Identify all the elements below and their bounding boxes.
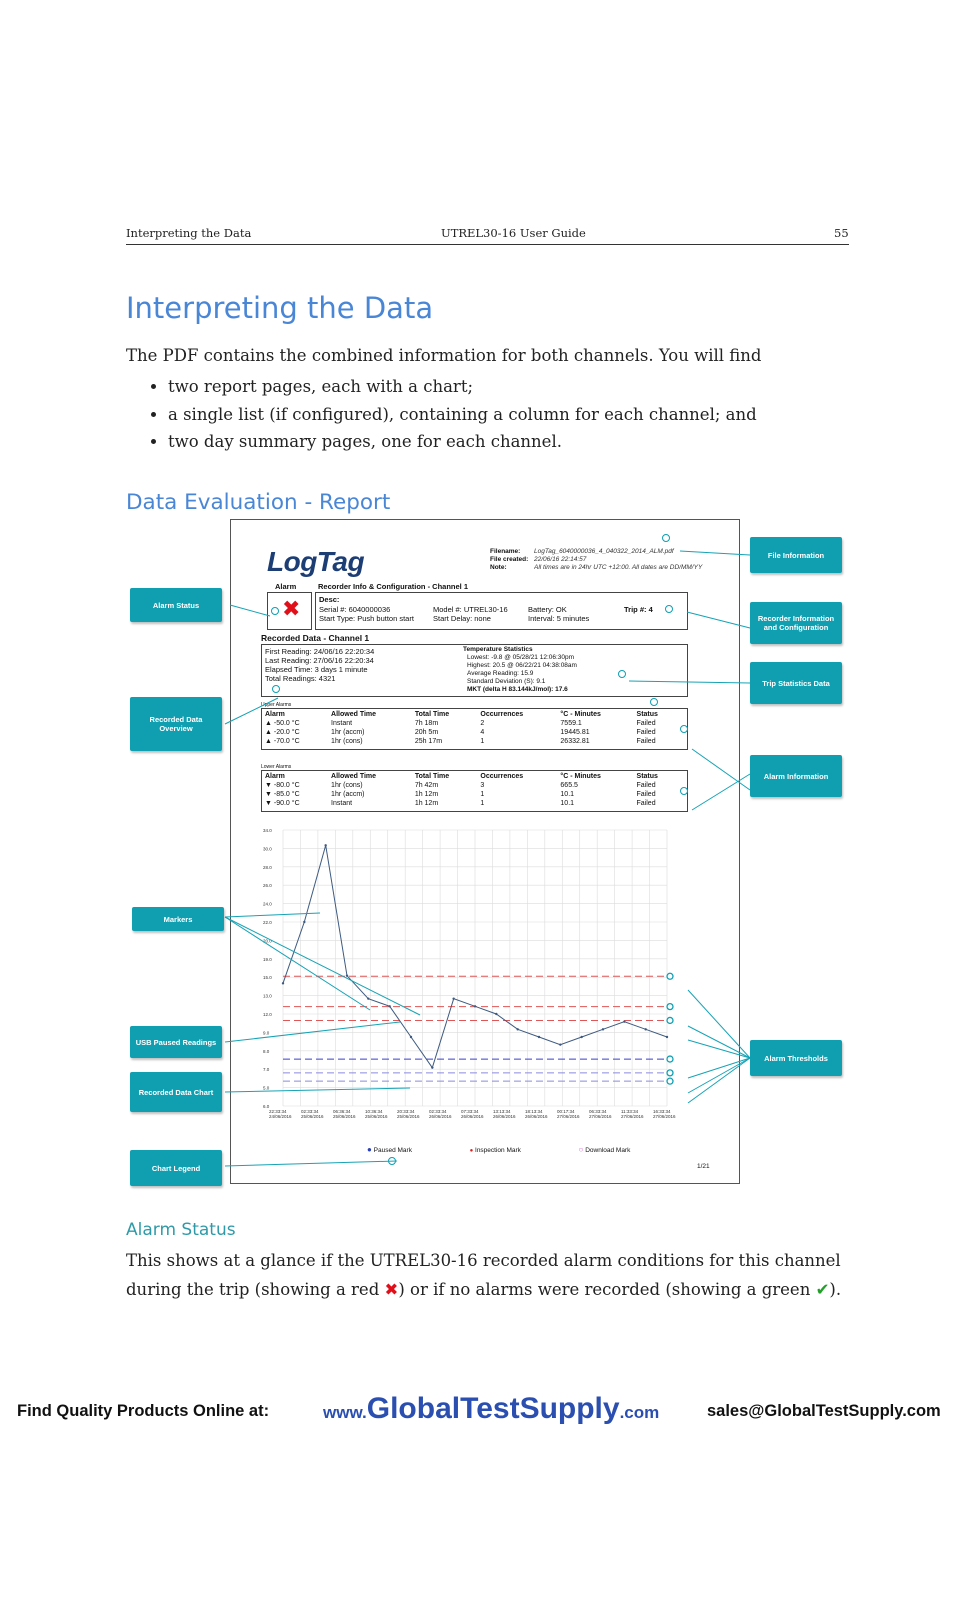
table-cell: 10.1 — [560, 791, 575, 798]
y-tick-label: 9.0 — [263, 1030, 270, 1036]
x-tick-label: 06:36:34 — [333, 1109, 351, 1114]
table-cell: 25h 17m — [414, 738, 443, 745]
table-cell: Failed — [636, 782, 656, 789]
y-tick-label: 26.0 — [263, 883, 272, 889]
marker-ring — [662, 534, 670, 542]
alarm-status-text-line1: This shows at a glance if the UTREL30-16 recorded alarm conditions for this channel — [126, 1251, 841, 1270]
x-tick-label: 27/06/2016 — [557, 1114, 580, 1119]
header-rule — [126, 244, 849, 245]
column-header: Occurrences — [480, 711, 524, 718]
x-tick-label: 26/06/2016 — [525, 1114, 548, 1119]
alarm-status-box — [267, 592, 312, 630]
table-cell: Failed — [636, 720, 656, 727]
table-cell: 7h 18m — [414, 720, 439, 727]
callout-recorded-overview: Recorded Data Overview — [130, 697, 222, 751]
data-point — [367, 997, 369, 999]
first-reading: First Reading: 24/06/16 22:20:34 — [265, 647, 375, 656]
x-tick-label: 26/06/2016 — [461, 1114, 484, 1119]
y-tick-label: 5.0 — [263, 1085, 270, 1091]
column-header: Alarm — [265, 711, 285, 718]
table-row — [263, 737, 678, 746]
table-cell: Failed — [636, 738, 656, 745]
data-point — [388, 1005, 390, 1007]
column-header: Status — [636, 773, 658, 780]
trip-number: Trip #: 4 — [624, 605, 653, 614]
report-page-number: 1/21 — [697, 1163, 710, 1170]
running-header-guide: UTREL30-16 User Guide — [441, 226, 586, 240]
y-tick-label: 13.0 — [263, 993, 272, 999]
lower-alarms-box — [261, 770, 688, 812]
legend-download: Download Mark — [585, 1147, 631, 1154]
x-tick-label: 00:17:34 — [557, 1109, 575, 1114]
file-info-values — [534, 548, 704, 572]
last-reading: Last Reading: 27/06/16 22:20:34 — [265, 656, 374, 665]
table-cell: ▼ -80.0 °C — [265, 782, 300, 789]
start-delay: Start Delay: none — [433, 614, 491, 623]
callout-recorded-chart: Recorded Data Chart — [130, 1072, 222, 1112]
y-tick-label: 34.0 — [263, 828, 272, 833]
intro-text: The PDF contains the combined information for both channels. You will find — [126, 346, 762, 365]
x-tick-label: 20:33:34 — [397, 1109, 415, 1114]
desc-label: Desc: — [319, 595, 340, 604]
data-point — [623, 1020, 625, 1022]
table-cell: Failed — [636, 729, 656, 736]
footer-left: Find Quality Products Online at: — [17, 1402, 270, 1420]
chart-legend — [367, 1146, 630, 1155]
callout-recorder-information: Recorder Information and Configuration — [750, 602, 842, 644]
table-cell: 2 — [480, 720, 485, 727]
marker-ring — [667, 1017, 673, 1023]
page-number: 55 — [834, 226, 849, 240]
table-row — [263, 728, 678, 737]
x-tick-label: 22:33:34 — [269, 1109, 287, 1114]
marker-ring — [680, 787, 688, 795]
marker-ring — [667, 973, 673, 979]
green-check-icon: ✔ — [815, 1280, 830, 1299]
y-tick-label: 22.0 — [263, 920, 272, 925]
data-point — [452, 997, 454, 999]
data-point — [666, 1036, 668, 1038]
x-tick-label: 02:33:34 — [301, 1109, 319, 1114]
inspection-mark-icon: ● — [469, 1148, 474, 1154]
upper-alarms-table — [263, 710, 678, 746]
page-title: Interpreting the Data — [126, 291, 434, 325]
table-cell: Instant — [331, 720, 353, 727]
table-cell: 1 — [480, 800, 485, 807]
website-prefix: www. — [323, 1403, 367, 1422]
data-point — [474, 1005, 476, 1007]
recorded-data-chart — [231, 820, 739, 1180]
column-header: Total Time — [414, 711, 450, 718]
file-value: LogTag_6040000036_4_040322_2014_ALM.pdf — [534, 548, 674, 555]
recorder-heading: Recorder Info & Configuration - Channel 1 — [318, 582, 469, 591]
marker-ring — [618, 670, 626, 678]
data-point — [516, 1028, 518, 1030]
alarm-status-text-line2 — [126, 1275, 841, 1304]
marker-ring — [667, 1056, 673, 1062]
paused-mark-icon: ● — [367, 1145, 372, 1154]
table-cell: 10.1 — [560, 800, 575, 807]
upper-alarms-label: Upper Alarms — [261, 702, 292, 708]
red-x-icon: ✖ — [282, 597, 301, 622]
website-brand: GlobalTestSupply — [366, 1392, 620, 1425]
y-tick-label: 7.0 — [263, 1067, 270, 1073]
footer-website-link[interactable] — [323, 1392, 659, 1426]
legend-paused: Paused Mark — [373, 1147, 412, 1154]
column-header: Alarm — [265, 773, 285, 780]
table-cell: ▼ -85.0 °C — [265, 791, 300, 798]
elapsed-time: Elapsed Time: 3 days 1 minute — [265, 665, 368, 674]
report-figure — [230, 519, 740, 1184]
stat-std-dev: Standard Deviation (S): 9.1 — [467, 678, 546, 685]
table-cell: ▲ -70.0 °C — [265, 738, 300, 745]
y-tick-label: 20.0 — [263, 938, 272, 944]
data-point — [538, 1036, 540, 1038]
callout-alarm-thresholds: Alarm Thresholds — [750, 1040, 842, 1076]
table-cell: 3 — [480, 782, 485, 789]
table-cell: ▲ -50.0 °C — [265, 720, 300, 727]
table-cell: ▼ -90.0 °C — [265, 800, 300, 807]
table-cell: Instant — [331, 800, 353, 807]
file-label: Note: — [490, 564, 507, 571]
running-header-section: Interpreting the Data — [126, 226, 252, 240]
logtag-logo: LogTag — [267, 546, 365, 577]
model-number: Model #: UTREL30-16 — [433, 605, 508, 614]
list-item: • a single list (if configured), containing a column for each channel; and — [168, 401, 757, 429]
column-header: Allowed Time — [331, 773, 377, 780]
column-header: Total Time — [414, 773, 450, 780]
text-segment: ) or if no alarms were recorded (showing a green — [398, 1280, 816, 1299]
table-cell: 1h 12m — [414, 791, 439, 798]
x-tick-label: 11:33:34 — [621, 1109, 639, 1114]
data-point — [324, 844, 326, 846]
alarm-label: Alarm — [275, 582, 297, 591]
x-tick-label: 18:13:34 — [525, 1109, 543, 1114]
column-header: Occurrences — [480, 773, 524, 780]
table-cell: 19445.81 — [560, 729, 590, 736]
table-row — [263, 790, 678, 799]
y-tick-label: 8.0 — [263, 1048, 270, 1054]
file-value: 22/06/16 22:14:57 — [534, 556, 587, 563]
marker-ring — [667, 1078, 673, 1084]
x-tick-label: 26/06/2016 — [493, 1114, 516, 1119]
y-tick-label: 28.0 — [263, 864, 272, 870]
y-tick-label: 24.0 — [263, 901, 272, 907]
callout-file-information: File Information — [750, 537, 842, 573]
marker-ring — [272, 685, 280, 693]
interval: Interval: 5 minutes — [528, 614, 590, 623]
x-tick-label: 25/06/2016 — [333, 1114, 356, 1119]
list-item: • two day summary pages, one for each channel. — [168, 428, 757, 456]
x-tick-label: 10:36:34 — [365, 1109, 383, 1114]
column-header: Allowed Time — [331, 711, 377, 718]
stat-lowest: Lowest: -9.8 @ 05/28/21 12:06:30pm — [467, 654, 575, 661]
red-x-icon: ✖ — [384, 1280, 399, 1299]
marker-ring — [650, 698, 658, 706]
website-suffix: .com — [619, 1403, 660, 1422]
text-segment: ). — [829, 1280, 842, 1299]
data-point — [495, 1013, 497, 1015]
table-cell: 26332.81 — [560, 738, 590, 745]
callout-alarm-status: Alarm Status — [130, 588, 222, 622]
marker-ring — [680, 725, 688, 733]
y-tick-label: 30.0 — [263, 846, 272, 852]
serial-number: Serial #: 6040000036 — [319, 605, 391, 614]
download-mark-icon: ○ — [578, 1145, 584, 1154]
x-tick-label: 25/06/2016 — [397, 1114, 420, 1119]
table-header-row — [263, 710, 678, 719]
x-tick-label: 02:33:34 — [429, 1109, 447, 1114]
file-label: Filename: — [490, 548, 521, 555]
x-tick-label: 16:33:34 — [653, 1109, 671, 1114]
lower-alarms-label: Lower Alarms — [261, 764, 292, 770]
stat-average: Average Reading: 15.9 — [467, 670, 534, 677]
x-tick-label: 07:33:34 — [461, 1109, 479, 1114]
marker-ring — [388, 1157, 396, 1165]
x-tick-label: 26/06/2016 — [429, 1114, 452, 1119]
data-point — [644, 1028, 646, 1030]
x-tick-label: 25/06/2016 — [301, 1114, 324, 1119]
text-segment: during the trip (showing a red — [126, 1280, 385, 1299]
stats-heading: Temperature Statistics — [463, 646, 533, 653]
y-tick-label: 15.0 — [263, 975, 272, 981]
data-point — [559, 1043, 561, 1045]
x-tick-label: 13:13:34 — [493, 1109, 511, 1114]
table-header-row — [263, 772, 678, 781]
list-item: • two report pages, each with a chart; — [168, 373, 757, 401]
file-info-labels — [490, 548, 528, 572]
table-cell: ▲ -20.0 °C — [265, 729, 300, 736]
x-tick-label: 24/06/2016 — [269, 1114, 292, 1119]
table-cell: 1hr (cons) — [331, 782, 363, 789]
table-cell: 1hr (accm) — [331, 791, 365, 798]
table-cell: 1hr (accm) — [331, 729, 365, 736]
data-point — [282, 982, 284, 984]
table-cell: 1 — [480, 738, 485, 745]
start-type: Start Type: Push button start — [319, 614, 414, 623]
callout-trip-statistics: Trip Statistics Data — [750, 662, 842, 704]
recorded-heading: Recorded Data - Channel 1 — [261, 633, 370, 643]
data-point — [346, 974, 348, 976]
recorder-info-box — [315, 592, 688, 630]
section-heading: Data Evaluation - Report — [126, 490, 391, 515]
x-tick-label: 27/06/2016 — [621, 1114, 644, 1119]
column-header: Status — [636, 711, 658, 718]
stat-highest: Highest: 20.5 @ 06/22/21 04:38:08am — [467, 662, 577, 669]
table-row — [263, 781, 678, 790]
y-tick-label: 19.0 — [263, 956, 272, 962]
y-tick-label: 6.0 — [263, 1104, 270, 1109]
upper-alarms-box — [261, 708, 688, 750]
legend-inspection: Inspection Mark — [475, 1147, 521, 1154]
x-tick-label: 27/06/2016 — [589, 1114, 612, 1119]
callout-markers: Markers — [132, 907, 224, 931]
callout-chart-legend: Chart Legend — [130, 1150, 222, 1186]
data-point — [410, 1036, 412, 1038]
table-cell: Failed — [636, 791, 656, 798]
file-value: All times are in 24hr UTC +12:00. All dates are DD/MM/YY — [534, 564, 703, 571]
table-row — [263, 799, 678, 808]
table-cell: Failed — [636, 800, 656, 807]
y-tick-label: 12.0 — [263, 1012, 272, 1017]
lower-alarms-table — [263, 772, 678, 808]
column-header: °C - Minutes — [560, 773, 601, 780]
battery-status: Battery: OK — [528, 605, 567, 614]
stat-mkt: MKT (delta H 83.144kJ/mol): 17.6 — [467, 686, 568, 693]
marker-ring — [271, 607, 279, 615]
table-cell: 1hr (cons) — [331, 738, 363, 745]
table-cell: 1 — [480, 791, 485, 798]
marker-ring — [665, 605, 673, 613]
data-point — [431, 1066, 433, 1068]
data-point — [602, 1028, 604, 1030]
table-cell: 7559.1 — [560, 720, 582, 727]
table-row — [263, 719, 678, 728]
marker-ring — [667, 1070, 673, 1076]
footer-email-link[interactable]: sales@GlobalTestSupply.com — [707, 1402, 941, 1420]
recorded-data-box — [261, 644, 688, 697]
file-label: File created: — [490, 556, 529, 563]
table-cell: 1h 12m — [414, 800, 439, 807]
table-cell: 4 — [480, 729, 485, 736]
x-tick-label: 25/06/2016 — [365, 1114, 388, 1119]
alarm-status-heading: Alarm Status — [126, 1220, 236, 1240]
callout-alarm-information: Alarm Information — [750, 755, 842, 797]
table-cell: 665.5 — [560, 782, 578, 789]
data-point — [580, 1036, 582, 1038]
bullet-list — [126, 373, 757, 456]
x-tick-label: 06:33:34 — [589, 1109, 607, 1114]
marker-ring — [667, 1004, 673, 1010]
table-cell: 7h 42m — [414, 782, 439, 789]
callout-usb-paused: USB Paused Readings — [130, 1026, 222, 1058]
total-readings: Total Readings: 4321 — [265, 674, 336, 683]
column-header: °C - Minutes — [560, 711, 601, 718]
data-point — [303, 921, 305, 923]
table-cell: 20h 5m — [414, 729, 439, 736]
x-tick-label: 27/06/2016 — [653, 1114, 676, 1119]
